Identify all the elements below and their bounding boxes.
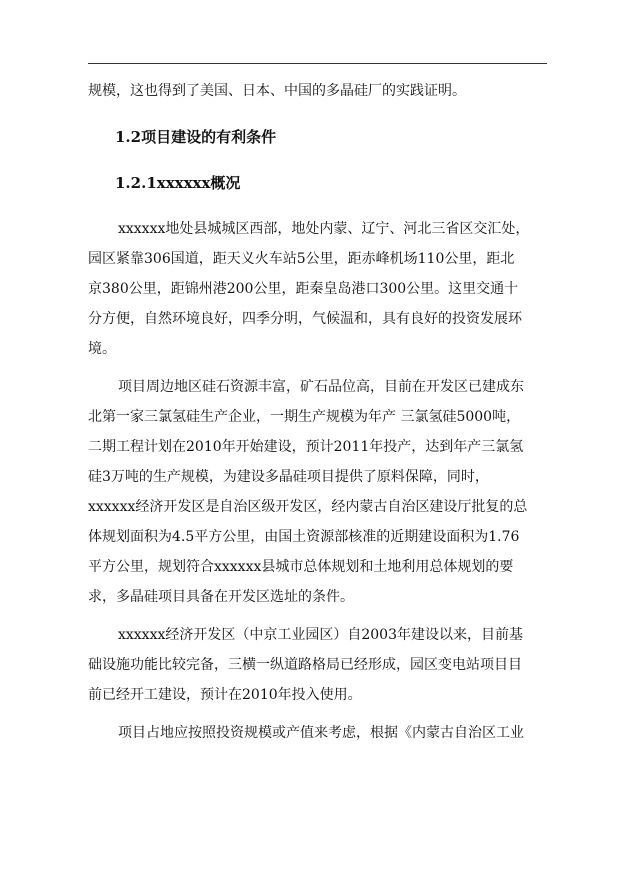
- paragraph-line: 园区紧靠306国道，距天义火车站5公里，距赤峰机场110公里，距北: [88, 251, 515, 267]
- paragraph-line: xxxxxx地处县城城区西部，地处内蒙、辽宁、河北三省区交汇处，: [118, 221, 530, 237]
- paragraph-resources: [88, 372, 547, 612]
- section-heading: 1.2项目建设的有利条件: [115, 128, 277, 146]
- paragraph-line: 础设施功能比较完备，三横一纵道路格局已经形成，园区变电站项目目: [88, 657, 522, 673]
- paragraph-line: 二期工程计划在2010年开始建设，预计2011年投产，达到年产三氯氢: [88, 439, 524, 455]
- paragraph-line: 平方公里，规划符合xxxxxx县城市总体规划和土地利用总体规划的要: [88, 559, 514, 575]
- paragraph-line: 分方便，自然环境良好，四季分明，气候温和，具有良好的投资发展环: [88, 311, 522, 327]
- paragraph-line: xxxxxx经济开发区是自治区级开发区，经内蒙古自治区建设厅批复的总: [88, 499, 528, 515]
- opening-line: 规模，这也得到了美国、日本、中国的多晶硅厂的实践证明。: [88, 83, 466, 99]
- paragraph-line: 求，多晶硅项目具备在开发区选址的条件。: [88, 589, 354, 605]
- paragraph-line: 体规划面积为4.5平方公里，由国土资源部核准的近期建设面积为1.76: [88, 529, 520, 545]
- paragraph-line: xxxxxx经济开发区（中京工业园区）自2003年建设以来，目前基: [118, 627, 524, 643]
- paragraph-line: 项目周边地区硅石资源丰富，矿石品位高，目前在开发区已建成东: [118, 379, 524, 395]
- paragraph-line: 硅3万吨的生产规模，为建设多晶硅项目提供了原料保障，同时，: [88, 469, 489, 485]
- paragraph-line: 北第一家三氯氢硅生产企业，一期生产规模为年产 三氯氢硅5000吨，: [88, 409, 521, 425]
- header-rule: [88, 63, 547, 64]
- paragraph-line: 京380公里，距锦州港200公里，距秦皇岛港口300公里。这里交通十: [88, 281, 519, 297]
- paragraph-line: 前已经开工建设，预计在2010年投入使用。: [88, 687, 362, 703]
- document-body: [88, 76, 547, 748]
- paragraph-location: [88, 214, 547, 364]
- paragraph-land-use: [88, 718, 547, 748]
- paragraph-line: 境。: [88, 341, 116, 357]
- subsection-heading: 1.2.1xxxxxx概况: [115, 174, 241, 192]
- paragraph-line: 项目占地应按照投资规模或产值来考虑，根据《内蒙古自治区工业: [118, 725, 524, 741]
- paragraph-infrastructure: [88, 620, 547, 710]
